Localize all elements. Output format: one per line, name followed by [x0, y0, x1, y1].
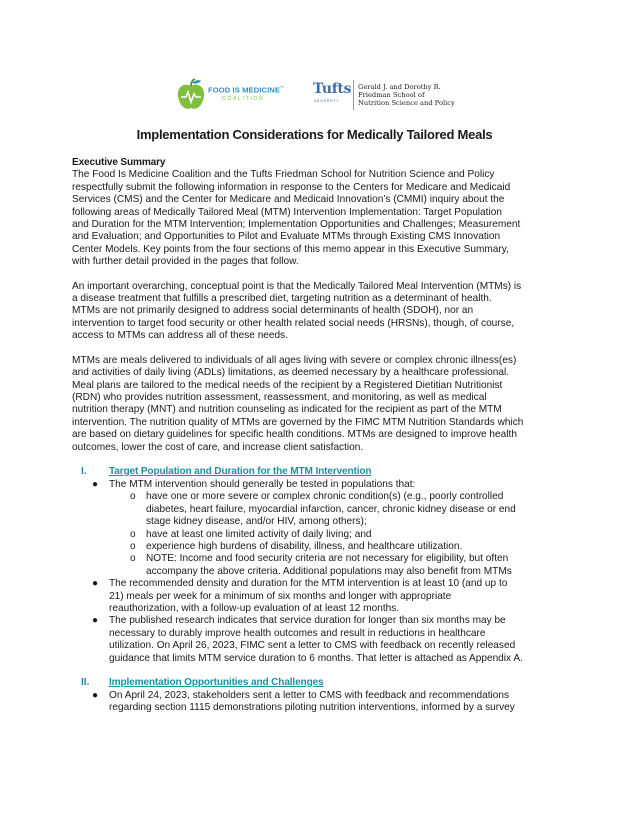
section-1-heading — [72, 466, 562, 479]
bullet-item: ● The recommended density and duration for the MTM intervention is at least 10 (and up to 21) meals per week for a minimum of six months and longer with appropriate reauthorization, with a follow-up evaluation of at least 12 months. — [92, 578, 508, 614]
sub-bullet-item: o have at least one limited activity of daily living; and — [130, 528, 372, 540]
section-number: II. — [81, 677, 90, 689]
section-title: Implementation Opportunities and Challenges — [109, 677, 324, 689]
bullet-item: ● On April 24, 2023, stakeholders sent a letter to CMS with feedback and recommendations regarding section 1115 demonstrations piloting nutrition interventions, informed by a survey — [92, 690, 515, 714]
tufts-wordmark: Tufts — [313, 81, 352, 97]
sub-bullet-item: o experience high burdens of disability, illness, and healthcare utilization. — [130, 540, 463, 552]
summary-paragraph-3: MTMs are meals delivered to individuals of all ages living with severe or complex chronic illness(es) and activities of daily living (ADLs) limitations, as deemed necessary by a healthcare professional. Meal plans are tailored to the medical needs of the recipient by a Registered Dietitian Nutritionist (RDN) who provides nutrition assessment, reassessment, and monitoring, as well as medical nutrition therapy (MNT) and nutrition counseling as indicated for the recipient as part of the MTM intervention. The nutrition quality of MTMs are governed by the FIMC MTM Nutrition Standards which are based on dietary guidelines for specific health conditions. MTMs are designed to improve health outcomes, lower the cost of care, and increase client satisfaction. — [72, 354, 524, 453]
sub-bullet-icon: o — [130, 540, 136, 552]
logo-subtitle: COALITION — [222, 95, 265, 102]
page-header — [0, 76, 629, 116]
summary-paragraph-2: An important overarching, conceptual point is that the Medically Tailored Meal Intervention (MTMs) is a disease treatment that fulfills a prescribed diet, targeting nutrition as a determinant of health. MTMs are not primarily designed to address social determinants of health (SDOH), nor an intervention to target food security or other health related social needs (HRSNs), though, of course, access to MTMs can address all of these needs. — [72, 280, 522, 342]
bullet-icon: ● — [92, 578, 99, 590]
bullet-icon: ● — [92, 478, 99, 490]
sub-bullet-icon: o — [130, 491, 136, 503]
section-title: Target Population and Duration for the MTM Intervention — [109, 465, 372, 477]
section-number: I. — [81, 465, 87, 477]
logo-wordmark: FOOD IS MEDICINE™ — [208, 85, 285, 95]
school-name: Gerald J. and Dorothy R. Friedman School of Nutrition Science and Policy — [358, 83, 455, 107]
sub-bullet-icon: o — [130, 553, 136, 565]
document-body — [72, 157, 562, 715]
tufts-university-label: UNIVERSITY — [314, 99, 340, 103]
bullet-item: ● The MTM intervention should generally be tested in populations that: — [92, 478, 416, 490]
bullet-icon: ● — [92, 615, 99, 627]
logo-divider — [353, 80, 354, 110]
section-2-heading — [72, 677, 562, 690]
sub-bullet-icon: o — [130, 528, 136, 540]
summary-paragraph-1: The Food Is Medicine Coalition and the Tufts Friedman School for Nutrition Science and Policy respectfully submit the following information in response to the Centers for Medicare and Medicaid Services (CMS) and the Center for Medicare and Medicaid Innovation’s (CMMI) inquiry about the following areas of Medically Tailored Meal (MTM) Intervention Implementation: Target Population and Duration for the MTM Intervention; Implementation Opportunities and Challenges; Measurement and Evaluation; and Opportunities to Pilot and Evaluate MTMs through Existing CMS Innovation Center Models. Key points from the four sections of this memo appear in this Executive Summary, with further detail provided in the pages that follow. — [72, 169, 521, 268]
bullet-icon: ● — [92, 690, 99, 702]
sub-bullet-item: o have one or more severe or complex chronic condition(s) (e.g., poorly controlled diabetes, heart failure, myocardial infarction, cancer, chronic kidney disease or end stage kidney disease, and/or HIV, among others); — [130, 491, 516, 528]
document-title: Implementation Considerations for Medically Tailored Meals — [136, 127, 493, 142]
food-is-medicine-logo — [176, 78, 302, 112]
bullet-item: ● The published research indicates that service duration for longer than six months may be necessary to durably improve health outcomes and result in reductions in healthcare utilization. On April 26, 2023, FIMC sent a letter to CMS with feedback on recently released guidance that limits MTM service duration to 6 months. That letter is attached as Appendix A. — [92, 615, 523, 664]
sub-bullet-item: o NOTE: Income and food security criteria are not necessary for eligibility, but often accompany the above criteria. Additional populations may also benefit from MTMs — [130, 553, 512, 577]
executive-summary-heading: Executive Summary — [72, 157, 166, 168]
apple-logo-icon — [176, 78, 206, 112]
